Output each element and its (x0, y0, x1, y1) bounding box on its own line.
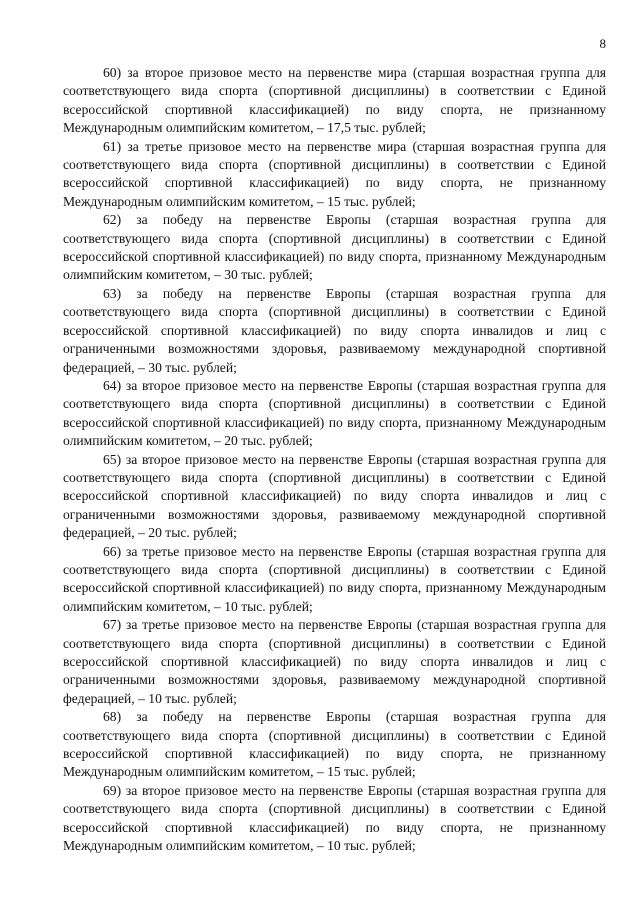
list-item: 67) за третье призовое место на первенстве Европы (старшая возрастная группа для соответствующего вида спорта (спортивной дисциплины) в соответствии с Единой всероссийской спортивной классификацией) по виду спорта инвалидов и лиц с ограниченными возможностями здоровья, развиваемому международной спортивной федерацией, – 10 тыс. рублей; (63, 617, 606, 706)
list-item: 65) за второе призовое место на первенстве Европы (старшая возрастная группа для соответствующего вида спорта (спортивной дисциплины) в соответствии с Единой всероссийской спортивной классификацией) по виду спорта инвалидов и лиц с ограниченными возможностями здоровья, развиваемому международной спортивной федерацией, – 20 тыс. рублей; (63, 451, 606, 541)
list-item: 64) за второе призовое место на первенстве Европы (старшая возрастная группа для соответствующего вида спорта (спортивной дисциплины) в соответствии с Единой всероссийской спортивной классификацией) по виду спорта, признанному Международным олимпийским комитетом, – 20 тыс. рублей; (63, 377, 606, 449)
list-item: 69) за второе призовое место на первенстве Европы (старшая возрастная группа для соответствующего вида спорта (спортивной дисциплины) в соответствии с Единой всероссийской спортивной классификацией) по виду спорта, не признанному Международным олимпийским комитетом, – 10 тыс. рублей; (63, 782, 606, 854)
list-item: 68) за победу на первенстве Европы (старшая возрастная группа для соответствующего вида спорта (спортивной дисциплины) в соответствии с Единой всероссийской спортивной классификацией) по виду спорта, не признанному Международным олимпийским комитетом, – 15 тыс. рублей; (63, 709, 606, 780)
list-item: 63) за победу на первенстве Европы (старшая возрастная группа для соответствующего вида спорта (спортивной дисциплины) в соответствии с Единой всероссийской спортивной классификацией) по виду спорта инвалидов и лиц с ограниченными возможностями здоровья, развиваемому международной спортивной федерацией, – 30 тыс. рублей; (63, 285, 606, 375)
list-item: 62) за победу на первенстве Европы (старшая возрастная группа для соответствующего вида спорта (спортивной дисциплины) в соответствии с Единой всероссийской спортивной классификацией) по виду спорта, признанному Международным олимпийским комитетом, – 30 тыс. рублей; (63, 212, 606, 283)
list-item: 61) за третье призовое место на первенстве мира (старшая возрастная группа для соответствующего вида спорта (спортивной дисциплины) в соответствии с Единой всероссийской спортивной классификацией) по виду спорта, не признанному Международным олимпийским комитетом, – 15 тыс. рублей; (63, 138, 606, 209)
list-item: 66) за третье призовое место на первенстве Европы (старшая возрастная группа для соответствующего вида спорта (спортивной дисциплины) в соответствии с Единой всероссийской спортивной классификацией) по виду спорта, признанному Международным олимпийским комитетом, – 10 тыс. рублей; (63, 543, 606, 614)
list-item: 60) за второе призовое место на первенстве мира (старшая возрастная группа для соответствующего вида спорта (спортивной дисциплины) в соответствии с Единой всероссийской спортивной классификацией) по виду спорта, не признанному Международным олимпийским комитетом, – 17,5 тыс. рублей; (63, 65, 606, 136)
page-number: 8 (599, 36, 606, 51)
document-body (63, 64, 606, 855)
